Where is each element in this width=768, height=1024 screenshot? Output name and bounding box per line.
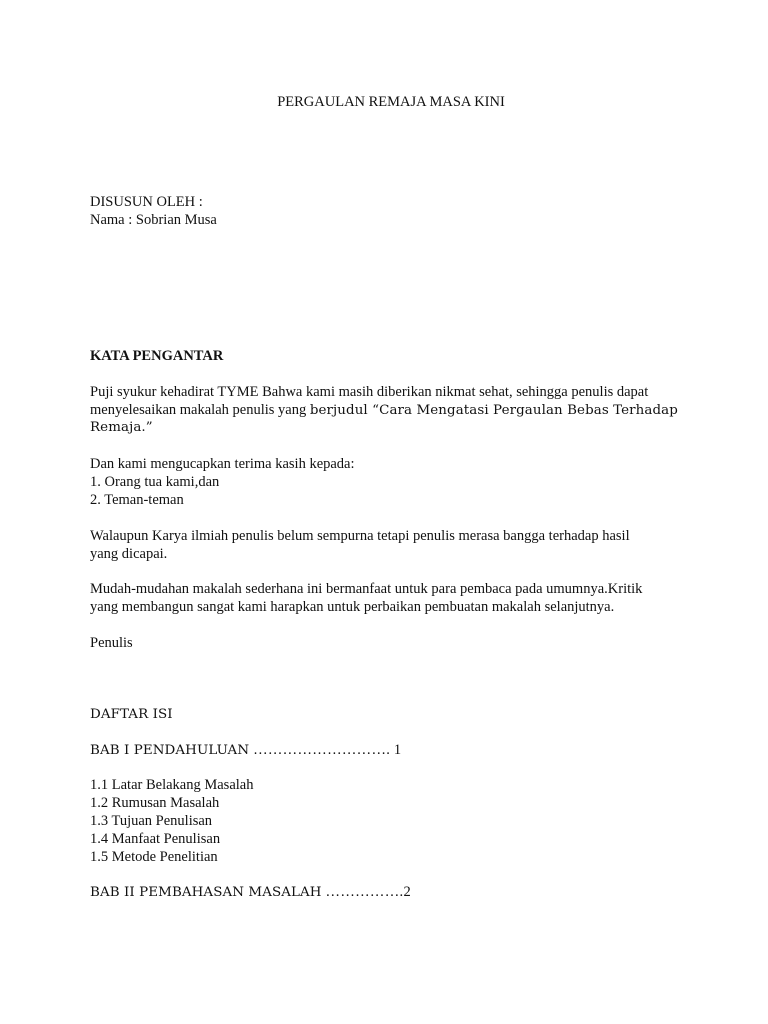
- toc-chapter-2-leader: …………….: [321, 884, 404, 900]
- thanks-item: 2. Teman-teman: [90, 492, 184, 508]
- foreword-paragraph-3-line-2: yang membangun sangat kami harapkan untuk perbaikan pembuatan makalah selanjutnya.: [90, 599, 615, 615]
- foreword-heading: KATA PENGANTAR: [90, 348, 224, 364]
- foreword-paragraph-3-line-1: Mudah-mudahan makalah sederhana ini bermanfaat untuk para pembaca pada umumnya.Kritik: [90, 581, 643, 597]
- toc-item[interactable]: 1.5 Metode Penelitian: [90, 849, 218, 865]
- toc-item[interactable]: 1.2 Rumusan Masalah: [90, 795, 220, 811]
- foreword-paragraph-1-line-2-end: berjudul “Cara Mengatasi Pergaulan Bebas Terhadap: [309, 403, 678, 418]
- toc-chapter-1-leader: ……………………….: [249, 742, 391, 758]
- toc-item[interactable]: 1.4 Manfaat Penulisan: [90, 831, 221, 847]
- thanks-intro: Dan kami mengucapkan terima kasih kepada:: [90, 456, 355, 472]
- thanks-item: 1. Orang tua kami,dan: [90, 474, 220, 490]
- toc-chapter-1-label: BAB I PENDAHULUAN: [90, 743, 250, 758]
- author-heading: DISUSUN OLEH :: [90, 194, 203, 210]
- foreword-paragraph-2-line-1: Walaupun Karya ilmiah penulis belum sempurna tetapi penulis merasa bangga terhadap hasil: [90, 528, 630, 544]
- foreword-paragraph-1-line-1: Puji syukur kehadirat TYME Bahwa kami masih diberikan nikmat sehat, sehingga penulis dapat: [90, 384, 649, 400]
- toc-item[interactable]: 1.1 Latar Belakang Masalah: [90, 777, 254, 793]
- foreword-paragraph-1-line-3: Remaja.”: [90, 420, 153, 435]
- toc-item[interactable]: 1.3 Tujuan Penulisan: [90, 813, 213, 829]
- document-title: PERGAULAN REMAJA MASA KINI: [277, 94, 505, 110]
- author-name: Nama : Sobrian Musa: [90, 212, 217, 228]
- toc-heading: DAFTAR ISI: [90, 707, 173, 722]
- foreword-paragraph-1-line-2: [90, 401, 678, 420]
- foreword-paragraph-1-line-2-start: menyelesaikan makalah penulis yang: [90, 402, 310, 418]
- toc-chapter-2-label: BAB II PEMBAHASAN MASALAH: [90, 885, 322, 900]
- toc-chapter-2-page: 2: [403, 884, 411, 900]
- foreword-signature: Penulis: [90, 635, 133, 651]
- toc-chapter-1-page: 1: [390, 742, 402, 758]
- toc-chapter-1[interactable]: [90, 741, 401, 760]
- toc-chapter-2[interactable]: [90, 883, 411, 902]
- foreword-paragraph-2-line-2: yang dicapai.: [90, 546, 168, 562]
